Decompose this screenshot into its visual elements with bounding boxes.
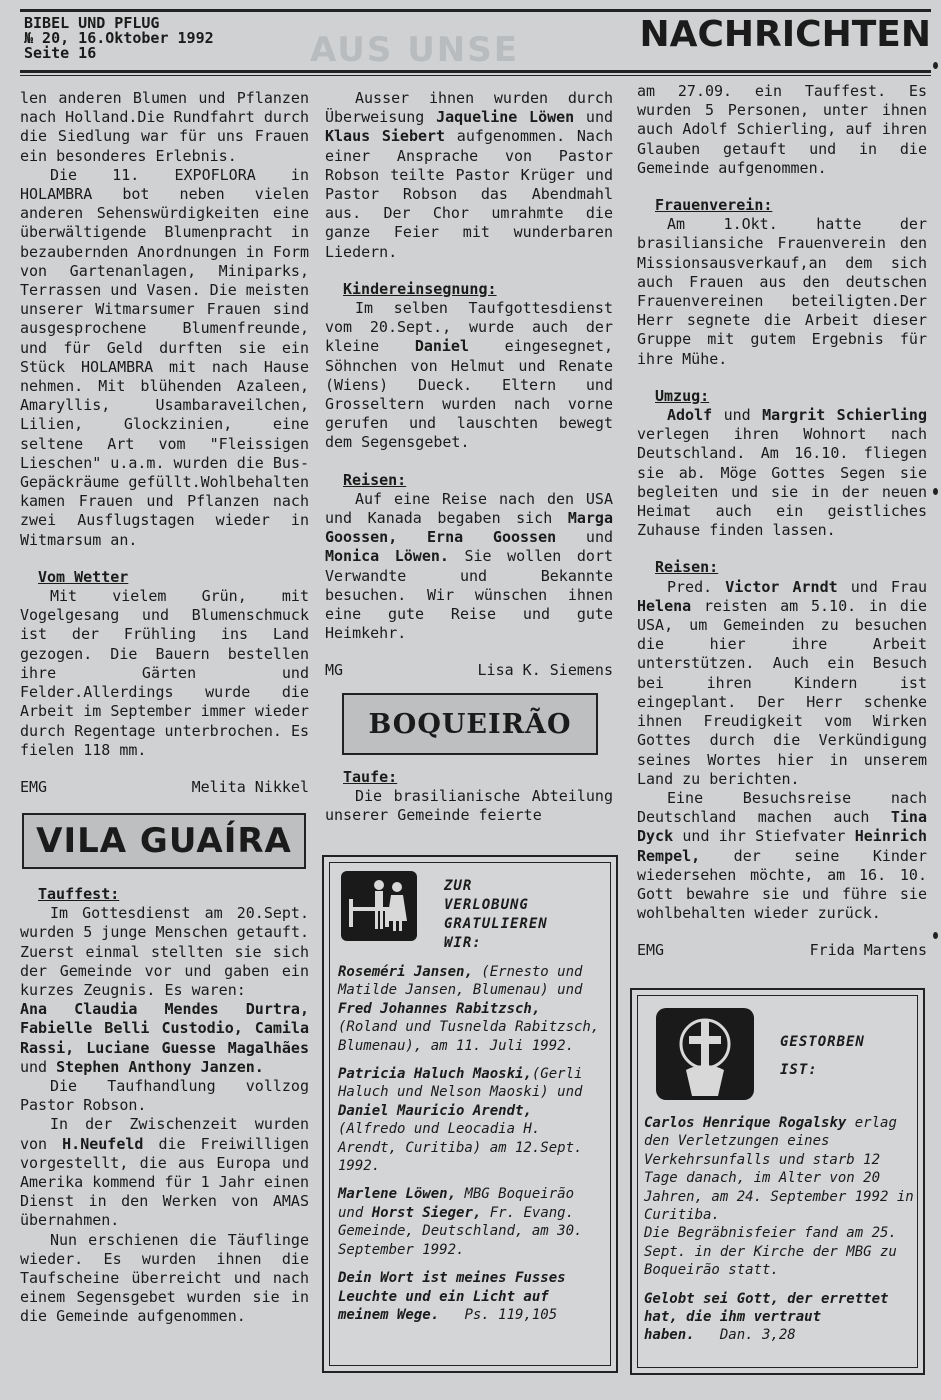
baptized-names <box>20 1000 309 1077</box>
name-bold: Victor Arndt <box>725 577 838 596</box>
engagement-entry <box>338 1065 604 1175</box>
binding-hole <box>933 62 938 69</box>
signature-abbrev: EMG <box>637 941 665 960</box>
signature-line <box>325 661 613 680</box>
name-bold: Roseméri Jansen, <box>338 964 473 980</box>
name-bold: Daniel <box>414 337 469 356</box>
paragraph: am 27.09. ein Tauffest. Es wurden 5 Personen, unter ihnen auch Adolf Schierling, auf ihren Glauben getauft und in die Gemeinde aufgenommen. <box>637 82 927 177</box>
name-bold: Horst Sieger, <box>371 1204 482 1221</box>
paragraph: Die Taufhandlung vollzog Pastor Robson. <box>20 1077 309 1115</box>
issue-date: № 20, 16.Oktober 1992 <box>24 29 214 47</box>
name-bold: Helena <box>637 596 692 615</box>
page-number: Seite 16 <box>24 44 97 62</box>
paragraph: Die brasilianische Abteilung unserer Gemeinde feierte <box>325 787 613 825</box>
section-heading-tauffest: Tauffest: <box>38 885 120 903</box>
text: verlegen ihren Wohnort nach Deutschland. Am 16.10. fliegen sie ab. Möge Gottes Segen sie begleiten und sie in der neuen Heimat auch ein geistliches Zuhause finden lassen. <box>637 425 927 540</box>
name-bold: Klaus Siebert <box>325 127 446 146</box>
name-bold: Tina Dyck <box>637 808 927 846</box>
bible-verse <box>644 1290 914 1345</box>
paragraph: Mit vielem Grün, mit Vogelgesang und Blumenschmuck ist der Frühling ins Land gezogen. Die Bauern bestellen ihre Gärten und Felder.Allerdings wurde die Arbeit im September immer wieder durch Regentage unterbrochen. Es fielen 118 mm. <box>20 587 309 759</box>
section-heading-frauenverein: Frauenverein: <box>655 196 773 215</box>
paragraph <box>637 578 927 789</box>
verse-reference: Ps. 119,105 <box>464 1306 558 1323</box>
paragraph: Nun erschienen die Täuflinge wieder. Es wurden ihnen die Taufscheine überreicht und nach einem Segensgebet wurden sie in die Gemeinde aufgenommen. <box>20 1230 309 1326</box>
name-bold: Margrit Schierling <box>762 406 927 425</box>
name-bold: Heinrich Rempel, <box>637 827 927 865</box>
obituary-heading <box>780 1028 865 1084</box>
engagement-announcement-box <box>322 855 618 1373</box>
masthead-info <box>24 16 214 61</box>
column-2-lower <box>325 768 613 826</box>
text: der seine Kinder wiedersehen möchte, am 16. 10. Gott bewahre sie und führe sie wohlbehalten wieder zurück. <box>637 846 927 923</box>
heading-line: WIR: <box>444 935 482 951</box>
heading-line: GESTORBEN <box>780 1034 865 1050</box>
text: Ausser ihnen wurden durch Überweisung <box>325 89 613 127</box>
bible-verse <box>338 1269 604 1324</box>
name-bold: Jaqueline Löwen <box>436 108 575 127</box>
column-1-lower <box>20 885 309 1327</box>
text: und <box>723 406 751 425</box>
text: (Ernesto und Matilde Jansen, Blumenau) und <box>338 964 583 999</box>
name-bold: Fred Johannes Rabitzsch, <box>338 1000 541 1017</box>
signature-abbrev: EMG <box>20 777 48 796</box>
text: Auf eine Reise nach den USA und Kanada begaben sich <box>325 489 613 528</box>
text: und Frau <box>850 577 928 596</box>
text: (Roland und Tusnelda Rabitzsch, Blumenau), am 11. Juli 1992. <box>338 1019 600 1054</box>
couple-bench-icon <box>341 871 417 941</box>
verse-text: Gelobt sei Gott, der errettet hat, die ihm vertraut haben. <box>644 1290 889 1344</box>
publication-name: BIBEL UND PFLUG <box>24 14 160 32</box>
name-bold: Patricia Haluch Maoski, <box>338 1066 532 1083</box>
names-bold: Ana Claudia Mendes Durtra, Fabielle Belli Custodio, Camila Rassi, Luciane Guesse Magalhães <box>20 1000 309 1057</box>
signature-line <box>637 941 927 960</box>
text: erlag den Verletzungen eines Verkehrsunfalls und starb 12 Tage danach, im Alter von 20 Jahren, am 24. September 1992 in Curitiba. <box>644 1115 914 1224</box>
cross-hands-icon <box>656 1008 754 1100</box>
engagement-heading <box>444 877 548 953</box>
section-banner-boqueirao: BOQUEIRÃO <box>342 693 598 755</box>
text: und <box>585 528 614 547</box>
text: und ihr Stiefvater <box>682 827 846 846</box>
background-heading-text: AUS UNSE <box>310 30 519 70</box>
column-3 <box>637 82 927 961</box>
paragraph <box>20 1115 309 1230</box>
signature-author: Frida Martens <box>809 941 927 960</box>
signature-line <box>20 778 309 797</box>
page-title: NACHRICHTEN <box>639 14 931 55</box>
binding-hole <box>933 932 938 939</box>
obituary-paragraph: Die Begräbnisfeier fand am 25. Sept. in der Kirche der MBG zu Boqueirão statt. <box>644 1225 897 1279</box>
name-bold: Adolf <box>667 406 713 425</box>
name-bold: Carlos Henrique Rogalsky <box>644 1115 847 1131</box>
section-heading-kindereinsegnung: Kindereinsegnung: <box>343 279 497 298</box>
text: eingesegnet, Söhnchen von Helmut und Renate (Wiens) Dueck. Eltern und Grosseltern wurden nach vorne gerufen und lauschten bewegt dem Segensgebet. <box>325 337 613 452</box>
binding-hole <box>933 488 938 495</box>
obituary-paragraph <box>644 1114 914 1224</box>
heading-line: ZUR <box>444 878 473 894</box>
text: (Alfredo und Leocadia H. Arendt, Curitiba) am 12.Sept. 1992. <box>338 1121 583 1175</box>
text: MBG Boqueirão und <box>338 1186 575 1221</box>
paragraph <box>637 406 927 540</box>
name-bold: Marlene Löwen, <box>338 1186 457 1203</box>
column-2 <box>325 89 613 681</box>
paragraph <box>325 490 613 644</box>
header-rule-thick <box>20 70 931 73</box>
paragraph: Am 1.Okt. hatte der brasiliansiche Frauenverein den Missionsausverkauf,an dem sich auch Frauen aus den deutschen Frauenvereinen beteiligten.Der Herr segnete die Arbeit dieser Gruppe mit gutem Ergebnis für ihre Mühe. <box>637 215 927 368</box>
engagement-entries <box>338 963 604 1324</box>
text: Sie wollen dort Verwandte und Bekannte besuchen. Wir wünschen ihnen eine gute Reise und gute Heimkehr. <box>325 547 614 643</box>
text: und <box>20 1057 48 1076</box>
section-heading-reisen: Reisen: <box>343 470 407 489</box>
text: und <box>585 108 614 127</box>
name-bold: Monica Löwen. <box>325 547 449 566</box>
verse-text: Dein Wort ist meines Fusses Leuchte und ein Licht auf meinem Wege. <box>338 1270 566 1323</box>
text: aufgenommen. Nach einer Ansprache von Pastor Robson teilte Pastor Krüger und Pastor Robson das Abendmahl aus. Der Chor umrahmte die ganze Feier mit wunderbaren Liedern. <box>325 127 613 261</box>
names-bold: Stephen Anthony Janzen. <box>56 1057 264 1076</box>
paragraph: Die 11. EXPOFLORA in HOLAMBRA bot neben vielen anderen Sehenswürdigkeiten eine überwältigende Blumenpracht in bezaubernden Anordnungen in Form von Gartenanlagen, Miniparks, Terrassen und Vasen. Die meisten unserer Witmarsumer Frauen sind ausgesprochene Blumenfreunde, und für Geld durften sie ein Stück HOLAMBRA mit nach Hause nehmen. Mit blühenden Azaleen, Amaryllis, Usambaraveilchen, Lilien, Glockzinien, eine seltene Art vom "Fleissigen Lieschen" u.a.m. wurden die Bus-Gepäckräume gefüllt.Wohlbehalten kamen Frauen und Pflanzen nach zwei Ausflugstagen wieder in Witmarsum an. <box>20 165 309 549</box>
heading-line: IST: <box>780 1062 818 1078</box>
section-heading-reisen: Reisen: <box>655 558 719 577</box>
paragraph <box>637 789 927 923</box>
name-bold: H.Neufeld <box>62 1134 144 1153</box>
column-1 <box>20 89 309 797</box>
top-rule <box>20 9 931 12</box>
signature-author: Lisa K. Siemens <box>477 661 613 680</box>
section-banner-vila-guaira: VILA GUAÍRA <box>22 813 306 869</box>
signature-author: Melita Nikkel <box>191 777 309 796</box>
paragraph <box>325 299 613 453</box>
engagement-entry <box>338 1185 604 1259</box>
section-heading-taufe: Taufe: <box>343 768 398 786</box>
name-bold: Marga Goossen, Erna Goossen <box>325 509 613 547</box>
section-heading-umzug: Umzug: <box>655 386 710 405</box>
text: Im selben Taufgottesdienst vom 20.Sept., wurde auch der kleine <box>325 299 613 356</box>
text: (Gerli Haluch und Nelson Maoski) und <box>338 1066 583 1101</box>
text: Eine Besuchsreise nach Deutschland machen auch <box>637 788 927 827</box>
text: Pred. <box>667 577 713 596</box>
paragraph: Im Gottesdienst am 20.Sept. wurden 5 junge Menschen getauft. Zuerst einmal stellten sie sich der Gemeinde vor und gaben ein kurzes Zeugnis. Es waren: <box>20 904 309 1000</box>
signature-abbrev: MG <box>325 661 344 680</box>
header-rule-thin <box>20 75 931 76</box>
text: In der Zwischenzeit wurden von <box>20 1115 309 1153</box>
name-bold: Daniel Mauricio Arendt, <box>338 1102 532 1119</box>
paragraph: len anderen Blumen und Pflanzen nach Holland.Die Rundfahrt durch die Siedlung war für uns Frauen ein besonderes Erlebnis. <box>20 89 309 165</box>
heading-line: GRATULIEREN <box>444 916 548 932</box>
heading-line: VERLOBUNG <box>444 897 529 913</box>
text: Fr. Evang. Gemeinde, Deutschland, am 30. September 1992. <box>338 1204 583 1258</box>
section-heading-wetter: Vom Wetter <box>38 567 129 586</box>
paragraph <box>325 89 613 262</box>
obituary-box <box>630 988 925 1375</box>
text: die Freiwilligen vorgestellt, die aus Europa und Amerika kommend für 1 Jahr einen Dienst in den Werken von AMAS übernahmen. <box>20 1134 310 1230</box>
text: reisten am 5.10. in die USA, um Gemeinden zu besuchen die hier ihre Arbeit unterstützen. Auch ein Besuch bei ihren Kindern ist eingeplant. Der Herr schenke ihnen Freudigkeit vom Wirken Gottes durch die Verkündigung seines Wortes hier in unserem Land zu berichten. <box>637 596 927 788</box>
obituary-text <box>644 1114 914 1345</box>
verse-reference: Dan. 3,28 <box>719 1327 796 1344</box>
engagement-entry <box>338 963 604 1055</box>
